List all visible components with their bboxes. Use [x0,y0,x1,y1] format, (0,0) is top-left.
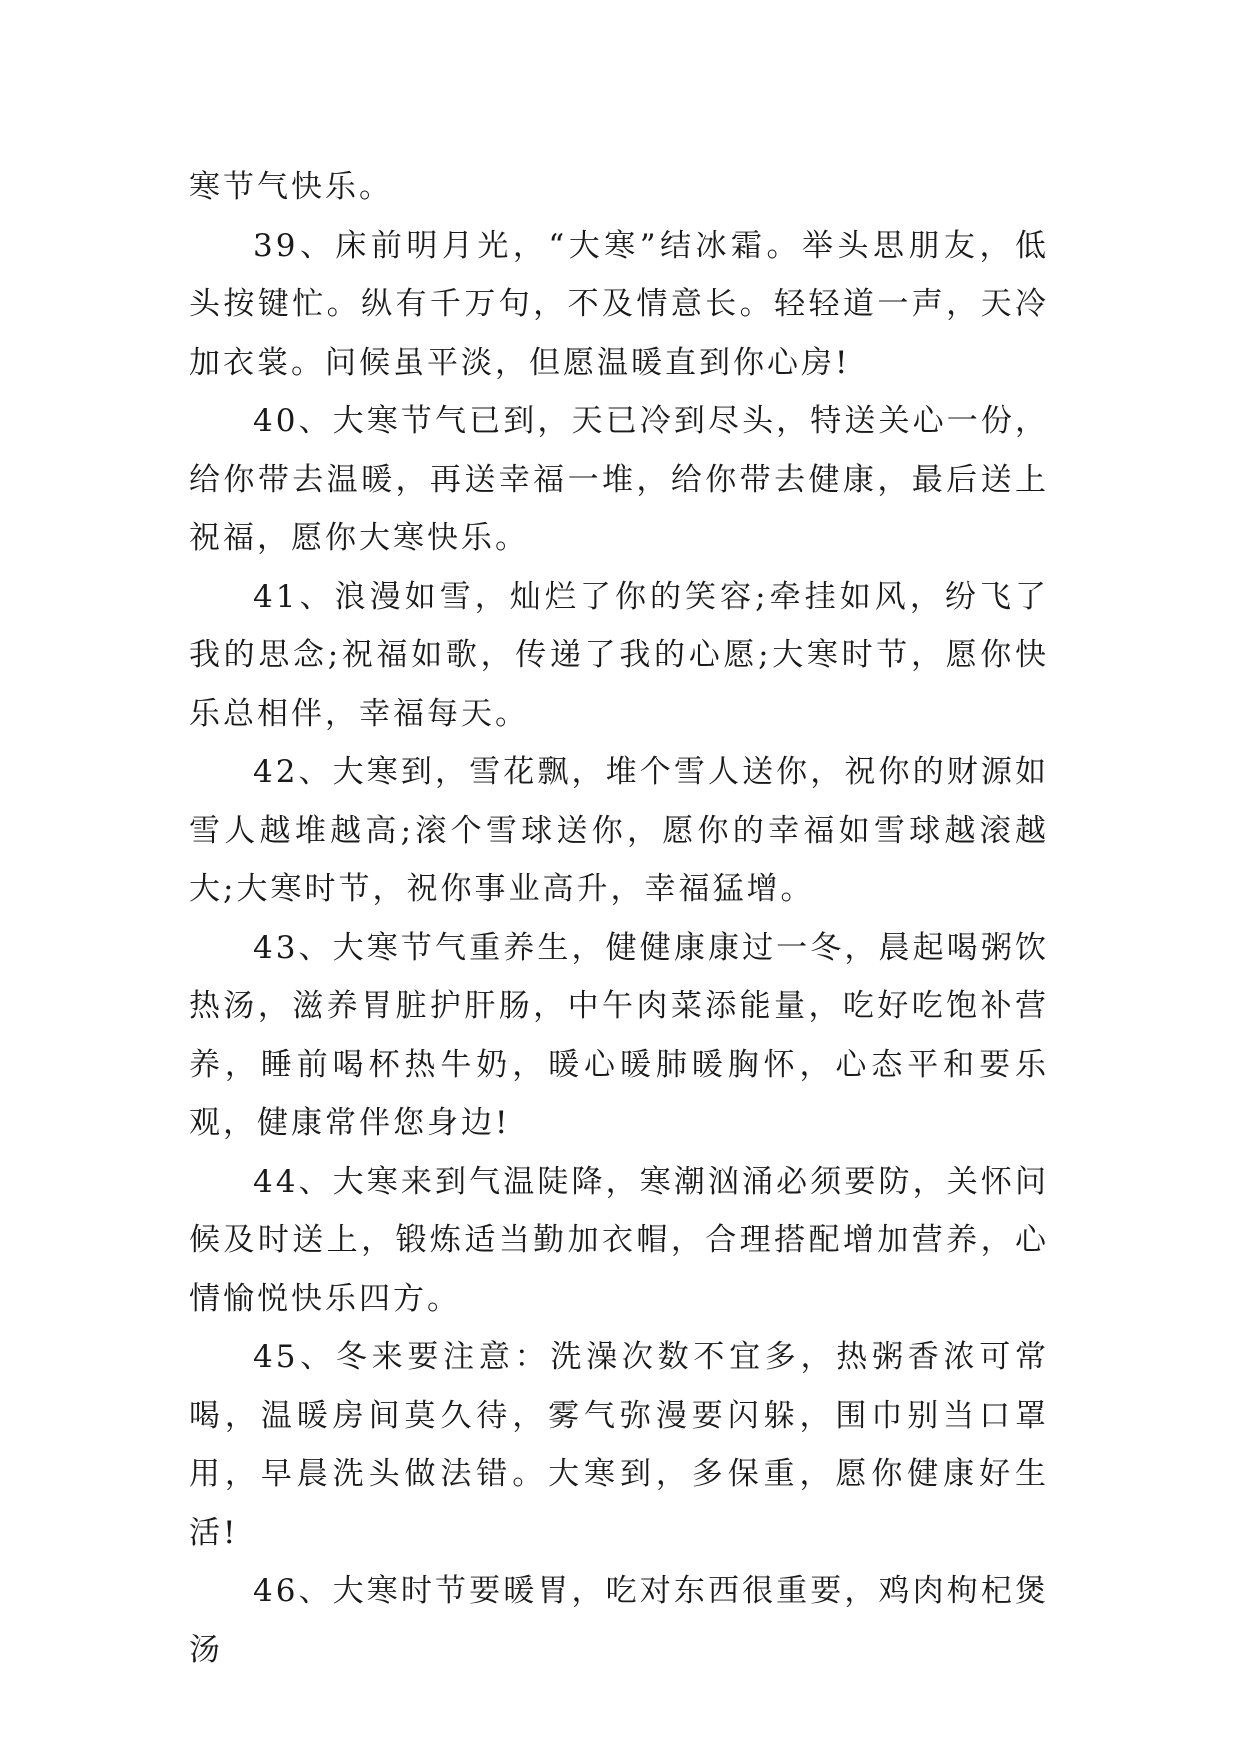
paragraph-41: 41、浪漫如雪，灿烂了你的笑容;牵挂如风，纷飞了我的思念;祝福如歌，传递了我的心愿;大寒时节，愿你快乐总相伴，幸福每天。 [189,578,1049,732]
paragraph-43: 43、大寒节气重养生，健健康康过一冬，晨起喝粥饮热汤，滋养胃脏护肝肠，中午肉菜添能量，吃好吃饱补营养，睡前喝杯热牛奶，暖心暖肺暖胸怀，心态平和要乐观，健康常伴您身边! [189,929,1049,1141]
paragraph-39: 39、床前明月光，“大寒”结冰霜。举头思朋友，低头按键忙。纵有千万句，不及情意长。轻轻道一声，天冷加衣裳。问候虽平淡，但愿温暖直到你心房! [189,227,1049,381]
paragraph-44: 44、大寒来到气温陡降，寒潮汹涌必须要防，关怀问候及时送上，锻炼适当勤加衣帽，合理搭配增加营养，心情愉悦快乐四方。 [189,1163,1049,1317]
paragraph-46: 46、大寒时节要暖胃，吃对东西很重要，鸡肉枸杞煲汤 [189,1573,1049,1668]
paragraph-45: 45、冬来要注意：洗澡次数不宜多，热粥香浓可常喝，温暖房间莫久待，雾气弥漫要闪躲，围巾别当口罩用，早晨洗头做法错。大寒到，多保重，愿你健康好生活! [189,1339,1049,1551]
paragraph-40: 40、大寒节气已到，天已冷到尽头，特送关心一份，给你带去温暖，再送幸福一堆，给你带去健康，最后送上祝福，愿你大寒快乐。 [189,403,1049,556]
paragraph-continuation: 寒节气快乐。 [189,169,393,205]
document-body [189,158,1049,1679]
paragraph-42: 42、大寒到，雪花飘，堆个雪人送你，祝你的财源如雪人越堆越高;滚个雪球送你，愿你的幸福如雪球越滚越大;大寒时节，祝你事业高升，幸福猛增。 [189,754,1049,907]
